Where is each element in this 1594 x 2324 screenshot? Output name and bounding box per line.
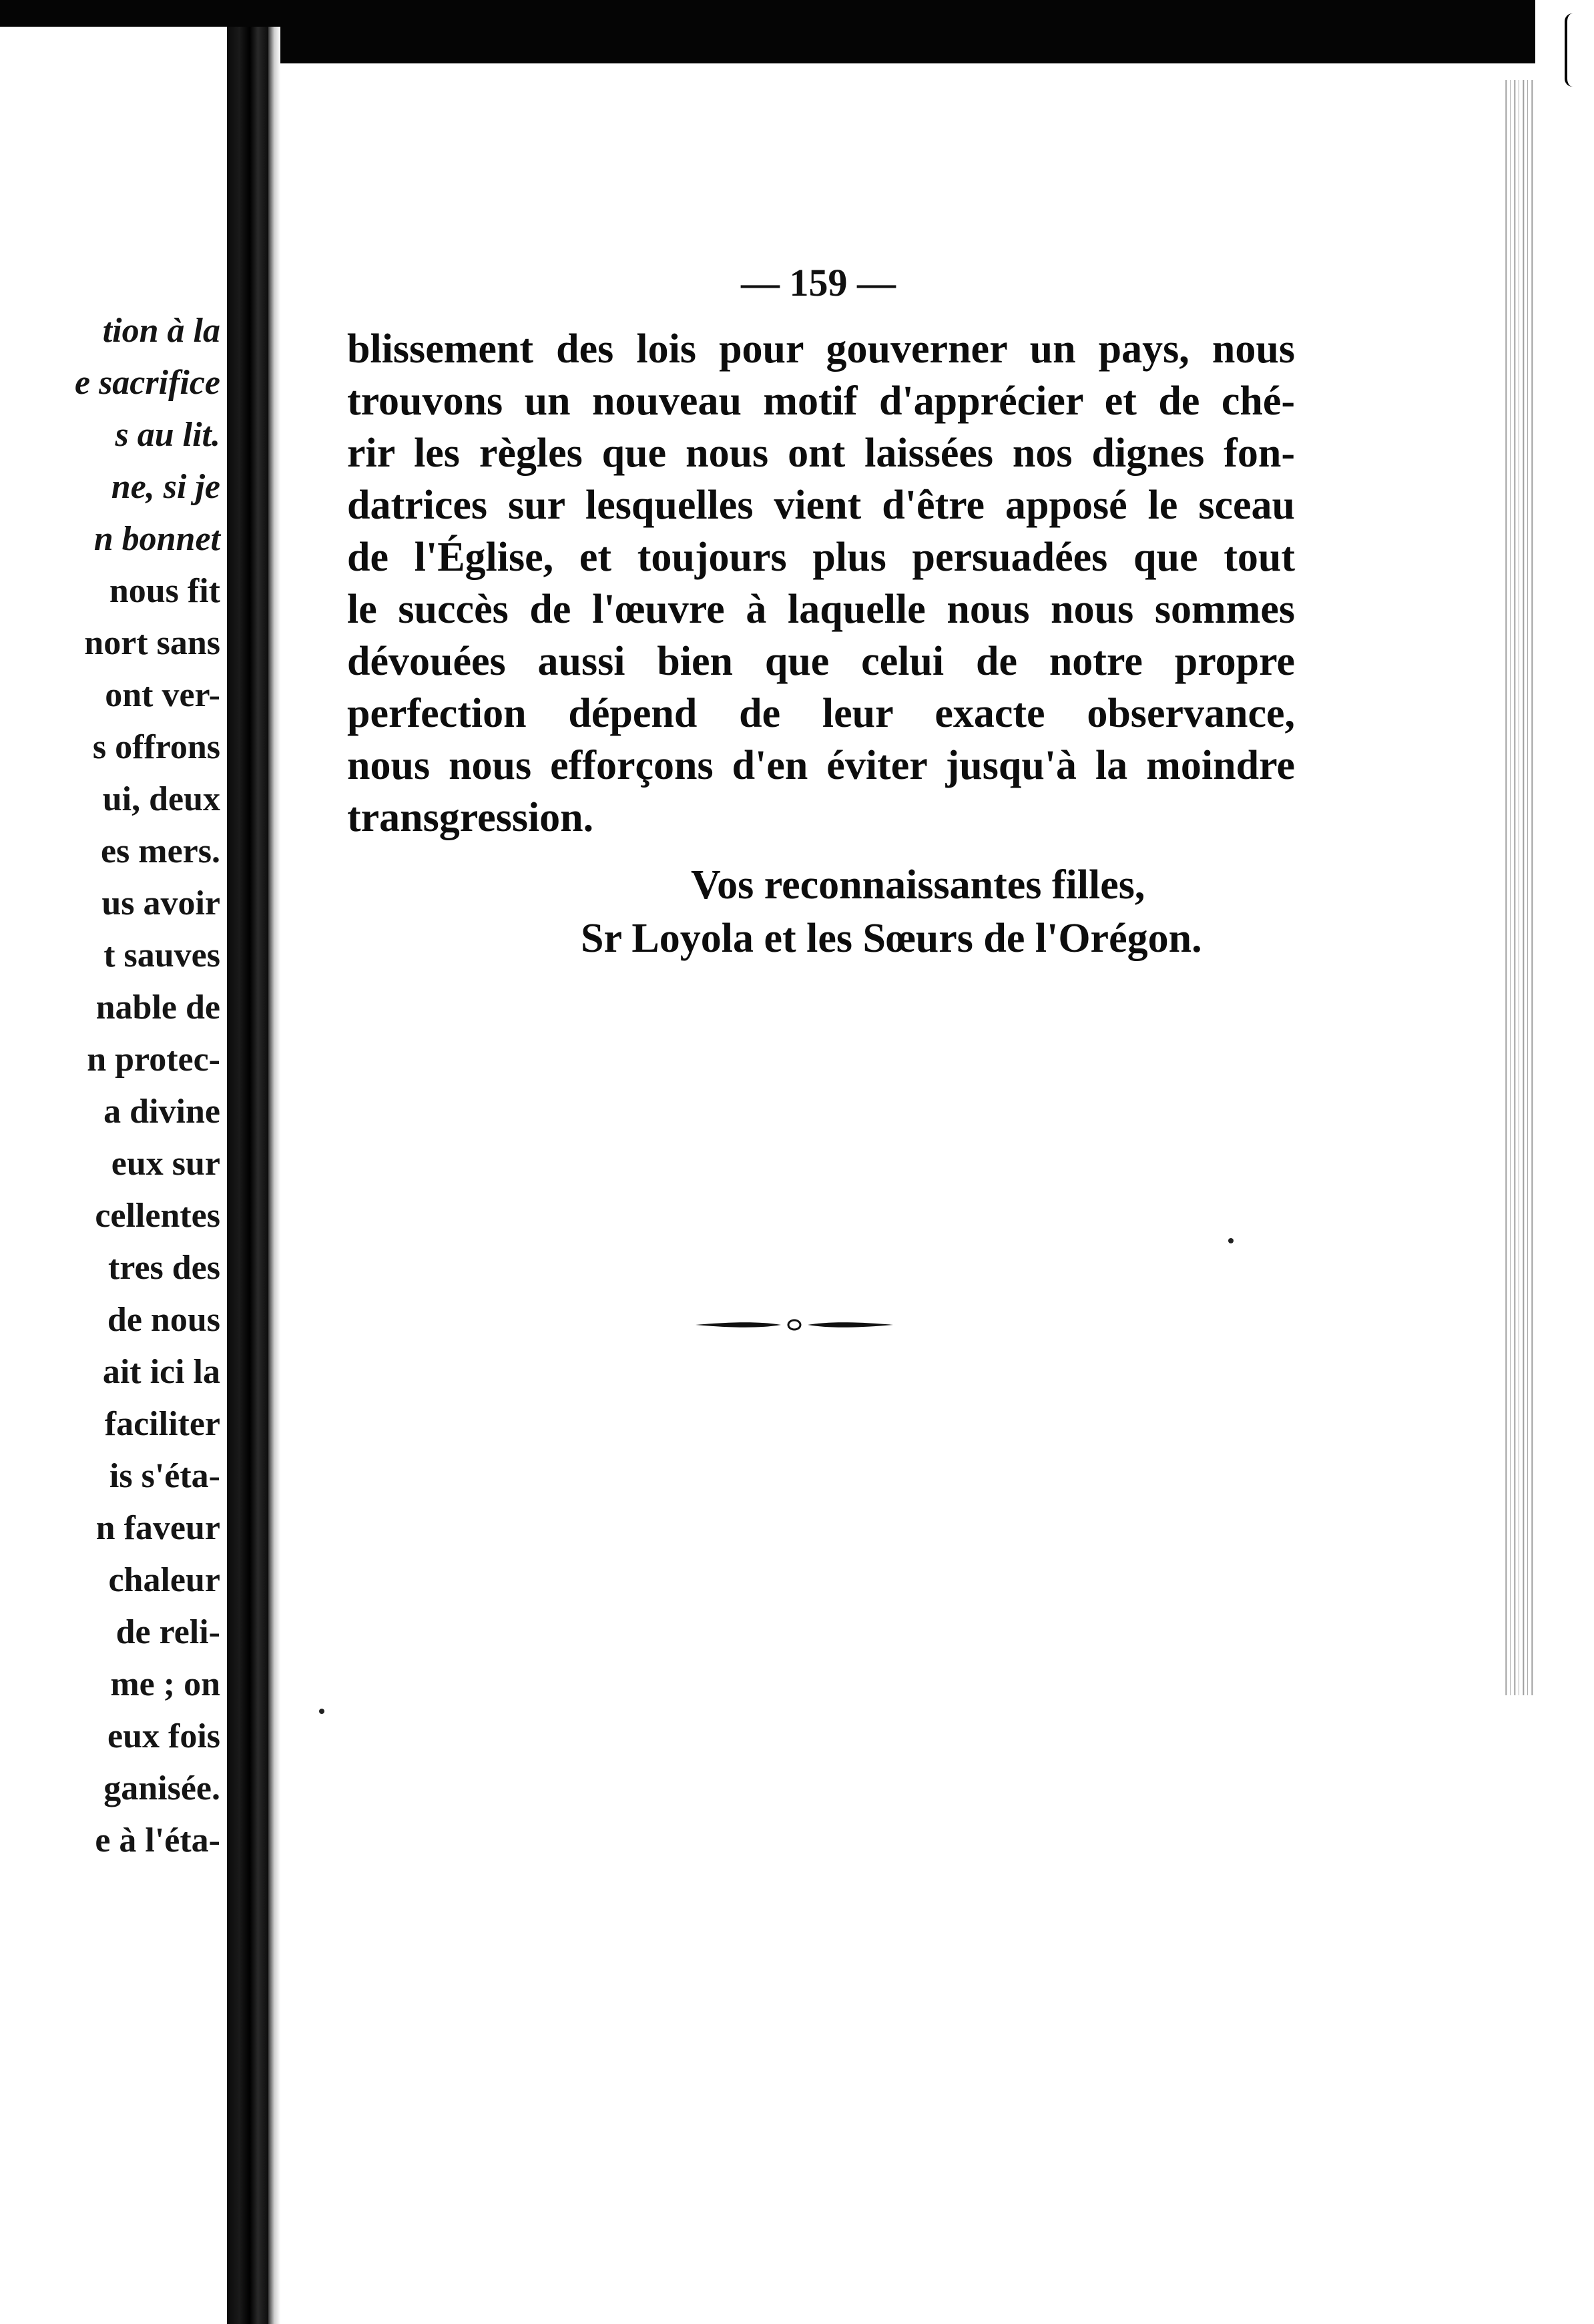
body-text-line: blissement des lois pour gouverner un pays, nous (347, 326, 1295, 372)
left-page-line: is s'éta- (109, 1457, 220, 1495)
signature: Sr Loyola et les Sœurs de l'Orégon. (581, 916, 1202, 961)
page-number: — 159 — (741, 261, 896, 304)
body-text-line: le succès de l'œuvre à laquelle nous nous sommes (347, 587, 1295, 632)
left-page-fragment (0, 27, 227, 2324)
left-page-line: es mers. (100, 832, 220, 870)
ornamental-rule (694, 1315, 894, 1335)
left-page-line: ganisée. (103, 1769, 220, 1807)
left-page-line: ont ver- (105, 676, 220, 714)
left-page-line: cellentes (95, 1197, 220, 1235)
left-page-line: me ; on (110, 1665, 220, 1703)
left-page-line: n faveur (95, 1509, 220, 1547)
gutter-shadow (268, 27, 280, 2324)
left-page-line: tres des (107, 1249, 220, 1287)
left-page-line: n bonnet (93, 520, 220, 558)
left-page-line: s au lit. (115, 416, 220, 454)
body-text-line: transgression. (347, 795, 594, 840)
left-page-line: s offrons (92, 728, 220, 766)
left-page-line: de nous (107, 1301, 220, 1339)
left-page-line: us avoir (101, 884, 220, 922)
left-page-line: eux fois (107, 1717, 220, 1755)
book-spine-gutter (227, 27, 268, 2324)
body-text-line: rir les règles que nous ont laissées nos dignes fon- (347, 430, 1295, 476)
left-page-line: de reli- (115, 1613, 220, 1651)
left-page-line: chaleur (108, 1561, 220, 1599)
body-text-line: perfection dépend de leur exacte observance, (347, 691, 1295, 736)
page-stack-edges (1502, 80, 1535, 1695)
scan-speck (1228, 1238, 1234, 1243)
left-page-line: t sauves (103, 936, 220, 974)
left-page-line: nable de (95, 988, 220, 1027)
left-page-line: e à l'éta- (95, 1821, 220, 1859)
left-page-line: a divine (103, 1093, 220, 1131)
closing-salutation: Vos reconnaissantes filles, (691, 862, 1145, 908)
scan-speck (319, 1709, 324, 1714)
left-page-line: e sacrifice (74, 364, 220, 402)
left-page-line: ui, deux (102, 780, 220, 818)
body-text-line: de l'Église, et toujours plus persuadées que tout (347, 535, 1295, 580)
left-page-line: nous fit (109, 572, 220, 610)
body-text-line: nous nous efforçons d'en éviter jusqu'à la moindre (347, 743, 1295, 788)
left-page-line: ait ici la (102, 1353, 220, 1391)
left-page-line: ne, si je (111, 468, 220, 506)
left-page-line: tion à la (102, 312, 220, 350)
scan-margin-right (1535, 0, 1594, 2324)
left-page-line: n protec- (87, 1041, 220, 1079)
left-page-line: faciliter (104, 1405, 220, 1443)
body-text-line: datrices sur lesquelles vient d'être apposé le sceau (347, 483, 1295, 528)
body-text-line: trouvons un nouveau motif d'apprécier et de ché- (347, 378, 1295, 424)
body-text-line: dévouées aussi bien que celui de notre propre (347, 639, 1295, 684)
left-page-line: eux sur (111, 1145, 220, 1183)
left-page-line: nort sans (84, 624, 220, 662)
